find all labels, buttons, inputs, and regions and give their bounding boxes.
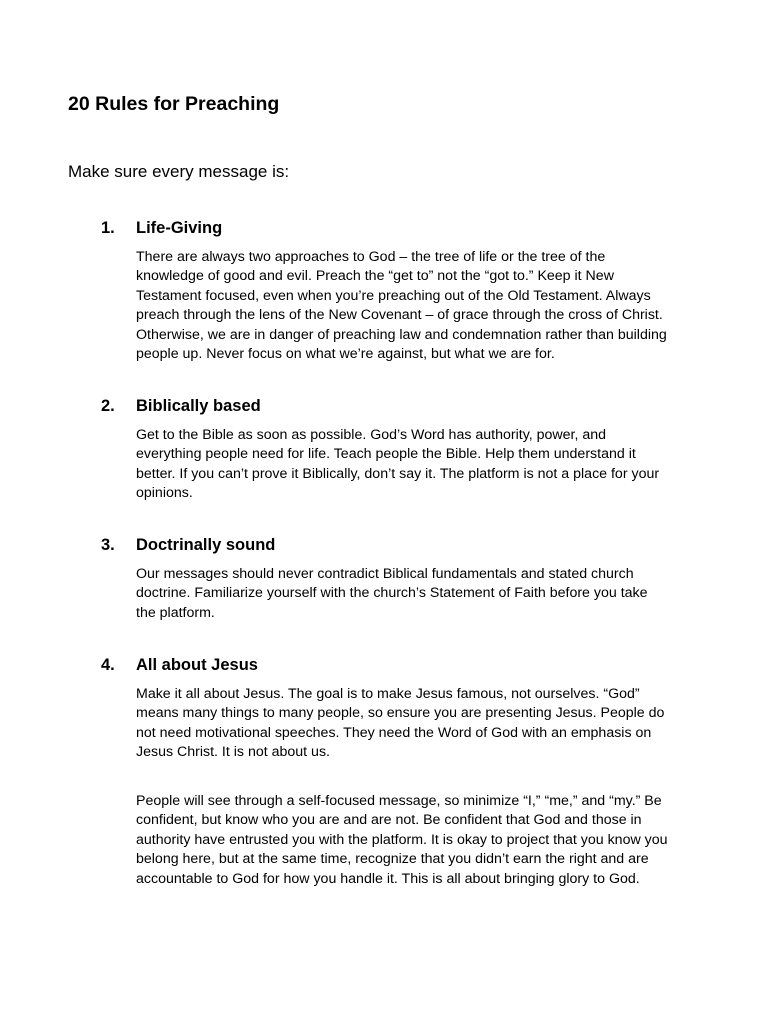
paragraph-line: everything people need for life. Teach people the Bible. Help them understand it <box>136 446 636 463</box>
rule-paragraph <box>136 565 736 623</box>
paragraph-line: better. If you can’t prove it Biblically, don’t say it. The platform is not a place for your <box>136 465 660 482</box>
rule-paragraph <box>136 685 736 763</box>
rule-paragraph <box>136 248 736 364</box>
paragraph-line: Get to the Bible as soon as possible. God’s Word has authority, power, and <box>136 427 607 443</box>
paragraph-line: accountable to God for how you handle it. This is all about bringing glory to God. <box>136 870 640 887</box>
paragraph-line: knowledge of good and evil. Preach the “get to” not the “got to.” Keep it New <box>136 268 614 285</box>
paragraph-line: Jesus Christ. It is not about us. <box>136 744 330 761</box>
rule-section-biblically-based <box>0 395 768 502</box>
rule-section-doctrinally-sound <box>0 534 768 621</box>
document-title: 20 Rules for Preaching <box>68 93 280 115</box>
paragraph-line: people up. Never focus on what we’re against, but what we are for. <box>136 346 555 363</box>
rule-heading <box>0 654 768 676</box>
paragraph-line: preach through the lens of the New Covenant – of grace through the cross of Christ. <box>136 307 663 324</box>
paragraph-line: Make it all about Jesus. The goal is to make Jesus famous, not ourselves. “God” <box>136 686 640 702</box>
paragraph-line: authority have entrusted you with the platform. It is okay to project that you know you <box>136 831 668 848</box>
rule-number: 3. <box>101 536 115 554</box>
paragraph-line: There are always two approaches to God – the tree of life or the tree of the <box>136 249 606 265</box>
rule-paragraph <box>136 792 736 889</box>
rule-title: Life-Giving <box>136 219 223 237</box>
intro-text: Make sure every message is: <box>68 162 290 181</box>
paragraph-line: belong here, but at the same time, recognize that you didn’t earn the right and are <box>136 851 649 868</box>
paragraph-line: Our messages should never contradict Biblical fundamentals and stated church <box>136 566 634 582</box>
rule-section-life-giving <box>0 217 768 363</box>
paragraph-line: doctrine. Familiarize yourself with the church’s Statement of Faith before you take <box>136 585 648 602</box>
rule-number: 1. <box>101 219 115 237</box>
rule-title: All about Jesus <box>136 656 258 674</box>
rule-title: Doctrinally sound <box>136 536 276 554</box>
rule-number: 2. <box>101 397 115 415</box>
rule-number: 4. <box>101 656 115 674</box>
rule-title: Biblically based <box>136 397 261 415</box>
paragraph-line: Testament focused, even when you’re preaching out of the Old Testament. Always <box>136 287 651 304</box>
rule-heading <box>0 534 768 556</box>
rule-section-all-about-jesus <box>0 654 768 887</box>
paragraph-line: Otherwise, we are in danger of preaching law and condemnation rather than building <box>136 326 667 343</box>
paragraph-line: not need motivational speeches. They need the Word of God with an emphasis on <box>136 724 652 741</box>
paragraph-line: means many things to many people, so ensure you are presenting Jesus. People do <box>136 705 665 722</box>
rule-heading <box>0 395 768 417</box>
rule-heading <box>0 217 768 239</box>
paragraph-line: the platform. <box>136 604 215 621</box>
paragraph-line: confident, but know who you are and are not. Be confident that God and those in <box>136 812 642 829</box>
rule-paragraph <box>136 426 736 504</box>
paragraph-line: People will see through a self-focused message, so minimize “I,” “me,” and “my.” Be <box>136 793 662 809</box>
paragraph-line: opinions. <box>136 485 193 502</box>
